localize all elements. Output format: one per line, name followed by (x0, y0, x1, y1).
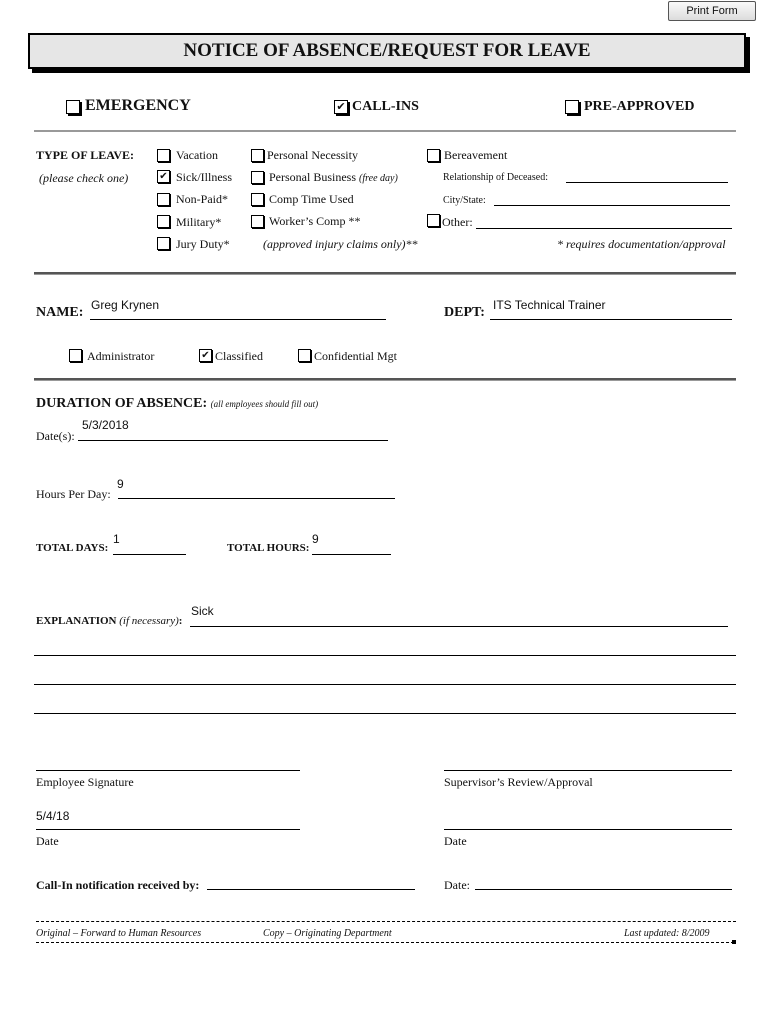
call-in-received-label: Call-In notification received by: (36, 878, 200, 892)
administrator-label: Administrator (87, 349, 155, 363)
hours-per-day-input[interactable] (118, 498, 395, 499)
call-ins-label: CALL-INS (352, 99, 419, 114)
classified-checkbox[interactable]: ✔ (199, 349, 212, 362)
form-title: NOTICE OF ABSENCE/REQUEST FOR LEAVE (28, 33, 746, 69)
employee-date-line[interactable] (36, 829, 300, 830)
total-days-label: TOTAL DAYS: (36, 542, 109, 554)
military-label: Military* (176, 215, 222, 229)
dept-input[interactable] (490, 319, 732, 320)
explanation-input[interactable] (190, 626, 728, 627)
explanation-label (36, 615, 182, 627)
call-ins-checkbox[interactable]: ✔ (334, 100, 348, 114)
sick-illness-checkbox[interactable]: ✔ (157, 170, 170, 183)
name-label: NAME: (36, 305, 84, 320)
employee-date-label: Date (36, 834, 59, 848)
personal-business-label (269, 170, 398, 185)
supervisor-signature-line[interactable] (444, 770, 732, 771)
copy-note: Copy – Originating Department (263, 928, 392, 939)
duration-note: (all employees should fill out) (210, 399, 319, 409)
section-divider (34, 378, 736, 381)
non-paid-checkbox[interactable] (157, 193, 170, 206)
corner-mark (732, 940, 736, 944)
emergency-label: EMERGENCY (85, 97, 191, 114)
personal-necessity-label: Personal Necessity (267, 148, 358, 162)
personal-business-text: Personal Business (269, 170, 356, 184)
administrator-checkbox[interactable] (69, 349, 82, 362)
total-hours-input[interactable] (312, 554, 391, 555)
explanation-note: (if necessary) (119, 615, 179, 627)
hours-per-day-value: 9 (117, 477, 124, 491)
sick-illness-label: Sick/Illness (176, 170, 232, 184)
vacation-label: Vacation (176, 148, 218, 162)
call-in-date-label: Date: (444, 878, 470, 892)
explanation-colon: : (178, 615, 183, 627)
footer-divider-top (36, 921, 736, 922)
relationship-label: Relationship of Deceased: (443, 172, 548, 183)
original-note: Original – Forward to Human Resources (36, 928, 202, 939)
vacation-checkbox[interactable] (157, 149, 170, 162)
please-check-one-hint: (please check one) (39, 171, 129, 185)
other-input[interactable] (476, 228, 732, 229)
other-checkbox[interactable] (427, 214, 440, 227)
explanation-line-3[interactable] (34, 684, 736, 685)
workers-comp-checkbox[interactable] (251, 215, 264, 228)
dept-label: DEPT: (444, 305, 485, 320)
explanation-label-text: EXPLANATION (36, 615, 117, 627)
jury-duty-checkbox[interactable] (157, 237, 170, 250)
call-in-date-input[interactable] (475, 889, 732, 890)
classified-label: Classified (215, 349, 263, 363)
explanation-value: Sick (191, 604, 214, 618)
dates-value: 5/3/2018 (82, 418, 129, 432)
duration-heading (36, 396, 318, 412)
other-label: Other: (442, 215, 473, 229)
approved-injury-note: (approved injury claims only)** (263, 237, 418, 251)
personal-necessity-checkbox[interactable] (251, 149, 264, 162)
employee-signature-line[interactable] (36, 770, 300, 771)
total-days-input[interactable] (113, 554, 186, 555)
total-hours-label: TOTAL HOURS: (227, 542, 310, 554)
dept-value: ITS Technical Trainer (493, 298, 606, 312)
section-divider (34, 272, 736, 275)
type-of-leave-label: TYPE OF LEAVE: (36, 148, 135, 162)
supervisor-date-label: Date (444, 834, 467, 848)
comp-time-label: Comp Time Used (269, 192, 354, 206)
city-state-input[interactable] (494, 205, 730, 206)
total-days-value: 1 (113, 532, 120, 546)
bereavement-checkbox[interactable] (427, 149, 440, 162)
comp-time-checkbox[interactable] (251, 193, 264, 206)
non-paid-label: Non-Paid* (176, 192, 228, 206)
supervisor-date-line[interactable] (444, 829, 732, 830)
requires-documentation-note: * requires documentation/approval (557, 237, 726, 251)
total-hours-value: 9 (312, 532, 319, 546)
jury-duty-label: Jury Duty* (176, 237, 230, 251)
hours-per-day-label: Hours Per Day: (36, 487, 111, 501)
workers-comp-label: Worker’s Comp ** (269, 214, 361, 228)
relationship-input[interactable] (566, 182, 728, 183)
dates-label: Date(s): (36, 429, 75, 443)
pre-approved-label: PRE-APPROVED (584, 99, 695, 114)
call-in-received-input[interactable] (207, 889, 415, 890)
last-updated-note: Last updated: 8/2009 (624, 928, 710, 939)
name-input[interactable] (90, 319, 386, 320)
free-day-note: (free day) (359, 173, 398, 184)
dates-input[interactable] (78, 440, 388, 441)
pre-approved-checkbox[interactable] (565, 100, 579, 114)
duration-heading-text: DURATION OF ABSENCE: (36, 396, 208, 411)
footer-divider-bottom (36, 942, 734, 943)
personal-business-checkbox[interactable] (251, 171, 264, 184)
emergency-checkbox[interactable] (66, 100, 80, 114)
employee-date-value: 5/4/18 (36, 809, 70, 823)
divider (34, 130, 736, 132)
supervisor-approval-label: Supervisor’s Review/Approval (444, 775, 593, 789)
bereavement-label: Bereavement (444, 148, 508, 162)
explanation-line-4[interactable] (34, 713, 736, 714)
confidential-mgt-checkbox[interactable] (298, 349, 311, 362)
employee-signature-label: Employee Signature (36, 775, 134, 789)
confidential-mgt-label: Confidential Mgt (314, 349, 397, 363)
military-checkbox[interactable] (157, 215, 170, 228)
print-form-button[interactable]: Print Form (668, 1, 756, 21)
name-value: Greg Krynen (91, 298, 160, 312)
explanation-line-2[interactable] (34, 655, 736, 656)
city-state-label: City/State: (443, 195, 486, 206)
